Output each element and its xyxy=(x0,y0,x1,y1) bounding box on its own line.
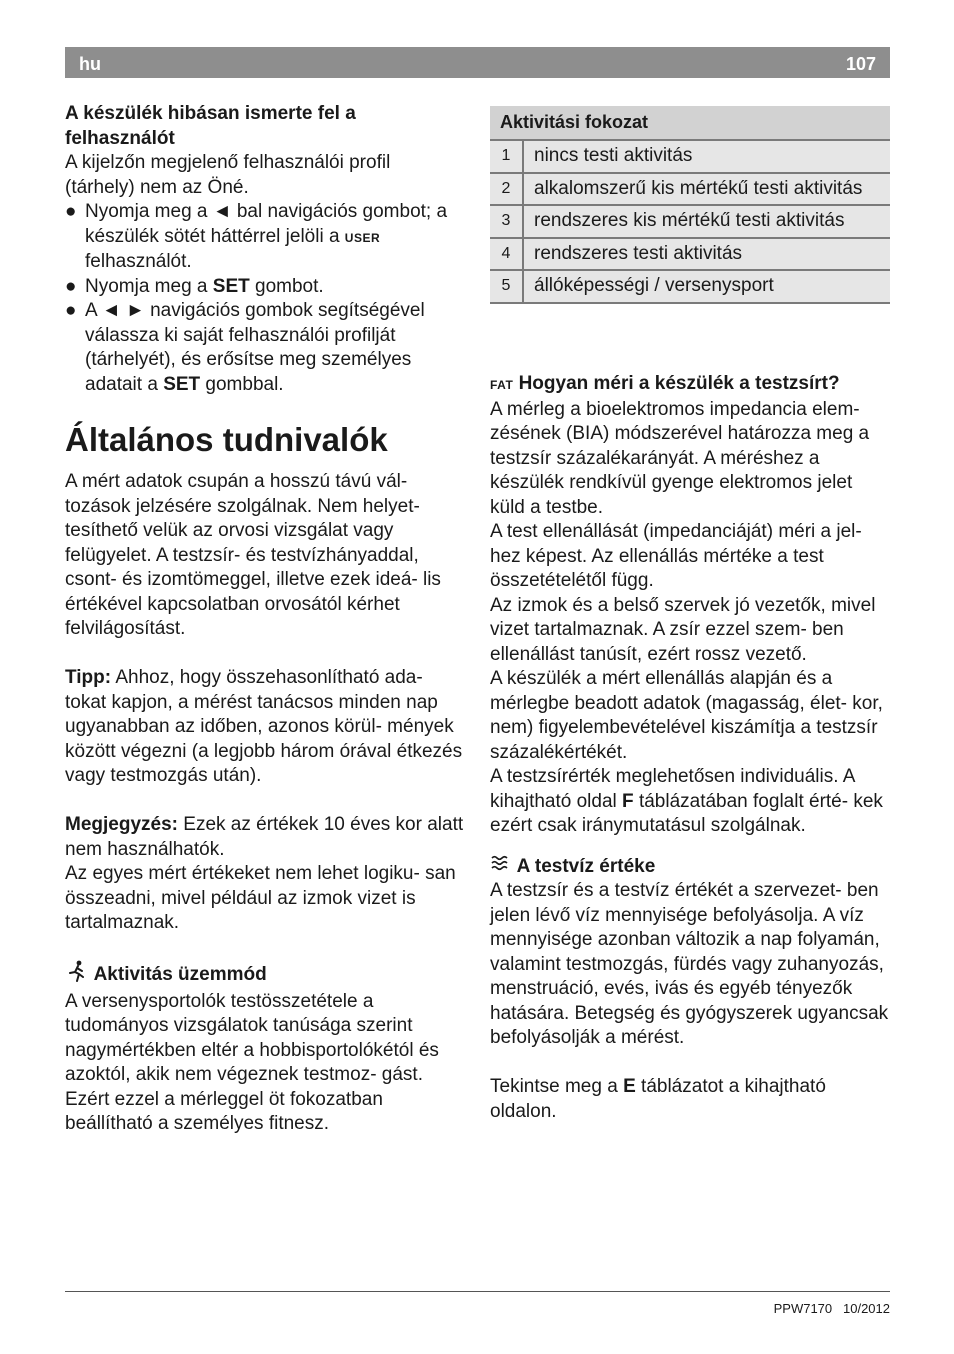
section-text-wrong-user: A kijelzőn megjelenő felhasználói profil (tárhely) nem az Öné. xyxy=(65,152,391,198)
row-number: 5 xyxy=(490,270,523,303)
bullet-dot: ● xyxy=(65,300,77,321)
activity-text: A versenysportolók testösszetétele a tudományos vizsgálatok tanúsága szerint nagymértékben eltér a hobbisportolókétól és azoktól, akik nem végeznek testmoz- gást. Ezért ezzel a mérleggel öt fokozatban beállítható a személyes fitnesz. xyxy=(65,990,439,1134)
left-column-top xyxy=(65,102,465,397)
row-text: alkalomszerű kis mértékű testi aktivitás xyxy=(523,173,890,206)
bullet-item xyxy=(65,200,465,275)
note-label: Megjegyzés: xyxy=(65,814,178,835)
user-label: USER xyxy=(344,230,381,245)
see-text: Tekintse meg a xyxy=(490,1076,618,1097)
row-number: 2 xyxy=(490,173,523,206)
fat-paragraph: A készülék a mért ellenállás alapján és a mérlegbe beadott adatok (magasság, élet- kor, nem) figyelembevételével kiszámítja a testzsír százalékértékét. xyxy=(490,668,883,763)
row-text: rendszeres kis mértékű testi aktivitás xyxy=(523,205,890,238)
water-title: A testvíz értéke xyxy=(516,855,656,877)
fat-text: táblázatában foglalt érté- kek ezért csak iránymutatásul szolgálnak. xyxy=(490,790,883,836)
water-title-line xyxy=(490,854,890,880)
fat-title-line xyxy=(490,372,890,398)
activity-title: Aktivitás üzemmód xyxy=(93,963,267,985)
edition-date: 10/2012 xyxy=(843,1301,890,1316)
row-text: rendszeres testi aktivitás xyxy=(523,238,890,271)
language-code: hu xyxy=(79,54,101,74)
set-keyword: SET xyxy=(212,275,250,297)
page-heading: Általános tudnivalók xyxy=(65,421,388,458)
set-keyword: SET xyxy=(163,373,201,395)
header-bar xyxy=(65,47,890,78)
fat-paragraph: Az izmok és a belső szervek jó vezetők, mivel vizet tartalmaznak. A zsír ezzel szem- ben ellenállást tanúsít, ezért rossz vezető. xyxy=(490,594,876,665)
left-column-body xyxy=(65,470,465,1137)
tip-label: Tipp: xyxy=(65,667,112,688)
table-row xyxy=(490,205,890,238)
page-number: 107 xyxy=(845,54,876,74)
bullet-text: A ◄ ► navigációs gombok segítségével válassza ki saját felhasználói profilját (tárhelyét), és erősítse meg személyes adatait a xyxy=(85,300,425,395)
table-row xyxy=(490,140,890,173)
see-text: táblázatot a kihajtható oldalon. xyxy=(490,1076,826,1122)
table-row xyxy=(490,270,890,303)
tip-paragraph xyxy=(65,666,465,789)
bullet-text: Nyomja meg a ◄ bal navigációs gombot; a készülék sötét háttérrel jelöli a xyxy=(85,201,448,247)
row-number: 1 xyxy=(490,140,523,173)
see-table-paragraph xyxy=(490,1075,890,1124)
bullet-dot: ● xyxy=(65,275,77,297)
activity-level-table xyxy=(490,106,890,304)
bullet-item xyxy=(65,299,465,397)
row-text: állóképességi / versenysport xyxy=(523,270,890,303)
row-number: 4 xyxy=(490,238,523,271)
table-ref-e: E xyxy=(623,1076,636,1097)
table-row xyxy=(490,173,890,206)
fat-label: FAT xyxy=(490,378,514,392)
right-column-body xyxy=(490,372,890,1124)
footer xyxy=(774,1297,890,1322)
table-row xyxy=(490,238,890,271)
fat-text: A testzsírérték meglehetősen individuális. A kihajtható oldal xyxy=(490,766,855,812)
note-paragraph xyxy=(65,813,465,862)
table-ref-f: F xyxy=(622,790,634,812)
bullet-text: Nyomja meg a xyxy=(85,275,208,297)
footer-rule xyxy=(65,1291,890,1292)
activity-title-line xyxy=(65,960,465,990)
bullet-text: gombbal. xyxy=(205,373,284,395)
bullet-item xyxy=(65,275,465,300)
fat-paragraph: A test ellenállását (impedanciáját) méri a jel- hez képest. Az ellenállás mértéke a test összetételétől függ. xyxy=(490,521,862,591)
bullet-dot: ● xyxy=(65,201,77,222)
row-number: 3 xyxy=(490,205,523,238)
general-paragraph: A mért adatok csupán a hosszú távú vál- tozások jelzésére szolgálnak. Nem helyet- tesíthető velük az orvosi vizsgálat vagy felügyelet. A testzsír- és testvízhányaddal, csont- és izomtömeggel, illetve ezek ideá- lis értékével kapcsolatban orvosától kérhet felvilágosítást. xyxy=(65,471,441,639)
section-title-wrong-user: A készülék hibásan ismerte fel a felhasználót xyxy=(65,103,356,149)
note-paragraph-2: Az egyes mért értékeket nem lehet logiku- san összeadni, mivel például az izmok vizet is tartalmaznak. xyxy=(65,863,456,933)
bullet-text: felhasználót. xyxy=(85,251,192,272)
model-number: PPW7170 xyxy=(773,1301,833,1316)
tip-text: Ahhoz, hogy összehasonlítható ada- tokat kapjon, a mérést tanácsos minden nap ugyanabban az időben, azonos körül- mények között végezni (a legjobb három órával étkezés vagy testmozgás után). xyxy=(65,667,463,786)
fat-title: Hogyan méri a készülék a testzsírt? xyxy=(518,373,840,394)
row-text: nincs testi aktivitás xyxy=(523,140,890,173)
note-text: Ezek az értékek 10 éves kor alatt nem használhatók. xyxy=(65,814,464,860)
water-waves-icon xyxy=(490,854,512,880)
running-person-icon xyxy=(65,960,89,990)
bullet-text: gombot. xyxy=(255,275,324,297)
fat-paragraph: A mérleg a bioelektromos impedancia elem- zésének (BIA) módszerével határozza meg a testzsír százalékarányát. A méréshez a készülék rendkívül gyenge elektromos jelet küld a testbe. xyxy=(490,398,870,518)
fat-paragraph xyxy=(490,765,890,839)
table-header: Aktivitási fokozat xyxy=(490,106,890,140)
water-text: A testzsír és a testvíz értékét a szervezet- ben jelen lévő víz mennyisége befolyásolja. A víz mennyisége azonban változik a nap folyamán, valamint testmozgás, fürdés vagy zuhanyozás, menstruáció, evés, ivás és egyéb tényezők hatására. Betegség és gyógyszerek ugyancsak befolyásolják a mérést. xyxy=(490,880,889,1048)
